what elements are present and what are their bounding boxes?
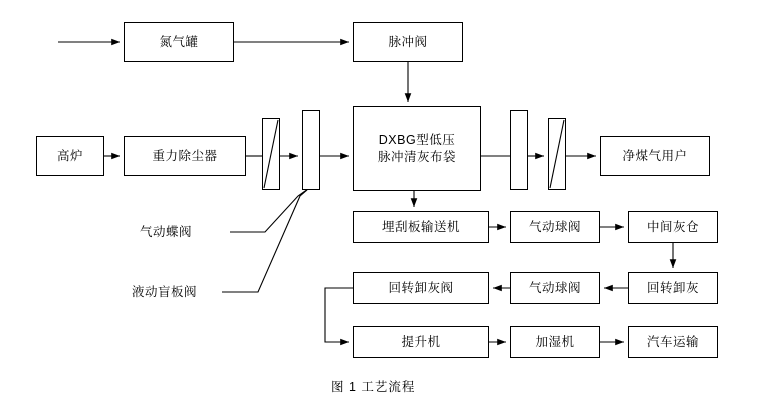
node-label: 埋刮板输送机 [381,219,460,234]
node-label: 加湿机 [535,334,575,349]
node-label: 氮气罐 [159,34,199,49]
butterfly-valve-inlet-icon [262,118,280,190]
node-blast-furnace [36,136,104,176]
node-rotary-ash-discharge-valve [353,272,489,304]
node-label: 气动球阀 [528,280,581,295]
node-humidifier [510,326,600,358]
node-scraper-conveyor [353,211,489,243]
node-label: 高炉 [56,148,83,163]
node-pneumatic-ball-valve-2 [510,272,600,304]
blind-plate-valve-outlet-icon [510,110,528,190]
blind-plate-valve-label: 液动盲板阀 [132,285,198,299]
node-pneumatic-ball-valve-1 [510,211,600,243]
node-bag-filter [353,106,481,191]
node-label: 重力除尘器 [152,148,218,163]
node-label: 汽车运输 [646,334,699,349]
butterfly-valve-label: 气动蝶阀 [140,225,193,239]
node-label: 中间灰仓 [646,219,699,234]
node-gravity-dust-catcher [124,136,246,176]
node-label-line1: DXBG型低压 [378,132,456,147]
node-label: 气动球阀 [528,219,581,234]
butterfly-valve-outlet-icon [548,118,566,190]
node-rotary-ash-discharge [628,272,718,304]
node-clean-gas-user [600,136,710,176]
node-elevator [353,326,489,358]
figure-caption: 图 1 工艺流程 [331,380,416,394]
node-label-line2: 脉冲清灰布袋 [377,149,456,164]
node-nitrogen-tank [124,22,234,62]
node-label: 回转卸灰阀 [388,280,454,295]
node-label: 提升机 [401,334,441,349]
node-label: 净煤气用户 [622,148,688,163]
node-label: 回转卸灰 [646,280,699,295]
node-intermediate-ash-bin [628,211,718,243]
node-label: 脉冲阀 [388,34,428,49]
blind-plate-valve-inlet-icon [302,110,320,190]
node-pulse-valve [353,22,463,62]
node-truck-transport [628,326,718,358]
